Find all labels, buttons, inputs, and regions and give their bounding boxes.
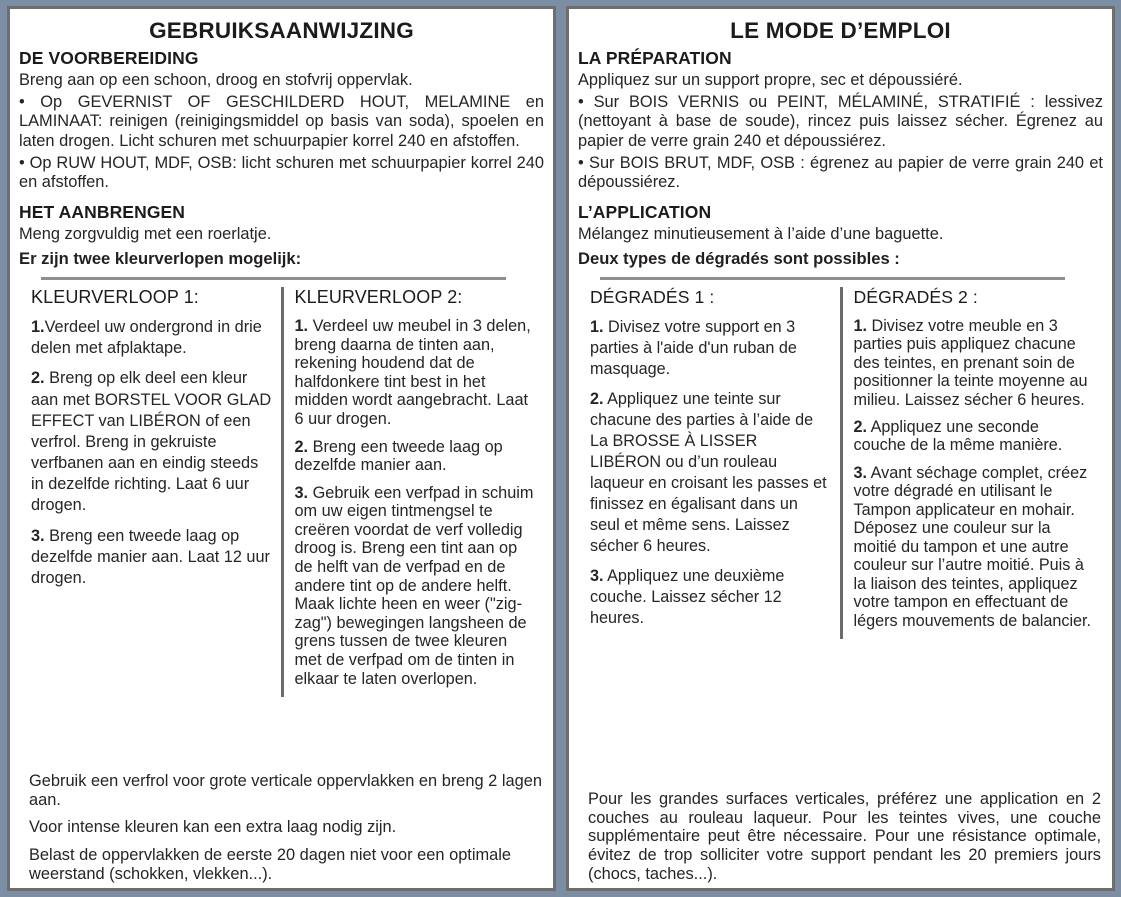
step-number: 3. — [853, 463, 868, 482]
step-number: 3. — [294, 483, 309, 502]
step-item — [31, 317, 273, 359]
step-item — [295, 317, 537, 428]
step-item — [31, 526, 273, 590]
column-degrades-1 — [578, 287, 840, 640]
spacer-nl — [19, 697, 544, 764]
column-kleurverloop-1 — [19, 287, 281, 698]
application-lead-fr: Deux types de dégradés sont possibles : — [578, 249, 900, 269]
step-item — [590, 566, 832, 629]
step-text: Appliquez une deuxième couche. Laissez sécher 12 heures. — [590, 567, 785, 628]
gradient-columns-fr — [578, 287, 1103, 640]
column-heading-kleurverloop-2: KLEURVERLOOP 2: — [294, 286, 463, 307]
step-item — [590, 389, 832, 558]
step-item — [854, 418, 1096, 455]
divider-nl — [41, 277, 506, 280]
page-title-dutch: GEBRUIKSAANWIJZING — [149, 18, 414, 43]
step-number: 2. — [31, 369, 45, 388]
section-heading-preparation-nl: DE VOORBEREIDING — [19, 48, 199, 69]
column-heading-degrades-1: DÉGRADÉS 1 : — [590, 286, 715, 307]
preparation-bullet-2-fr: • Sur BOIS BRUT, MDF, OSB : égrenez au papier de verre grain 240 et dépoussiérez. — [578, 153, 1103, 192]
step-text: Appliquez une seconde couche de la même manière. — [853, 417, 1063, 455]
step-number: 3. — [590, 567, 604, 586]
application-intro-fr: Mélangez minutieusement à l’aide d’une baguette. — [578, 224, 944, 243]
column-degrades-2 — [840, 287, 1104, 640]
spacer-fr — [578, 639, 1103, 782]
section-heading-preparation-fr: LA PRÉPARATION — [578, 48, 732, 69]
section-heading-application-nl: HET AANBRENGEN — [19, 201, 186, 222]
step-text: Verdeel uw ondergrond in drie delen met afplaktape. — [31, 318, 262, 358]
preparation-bullet-1-fr: • Sur BOIS VERNIS ou PEINT, MÉLAMINÉ, STRATIFIÉ : lessivez (nettoyant à base de soude), rincez puis laissez sécher. Égrenez au papier de verre grain 240 et dépoussiérez. — [578, 92, 1103, 150]
section-heading-application-fr: L’APPLICATION — [578, 201, 712, 222]
panel-french — [566, 6, 1115, 891]
step-text: Avant séchage complet, créez votre dégradé en utilisant le Tampon applicateur en mohair. Déposez une couleur sur la moitié du tampon et une autre couleur sur l’autre moitié. Puis à la liaison des teintes, appliquez votre tampon en effectuant de légers mouvements de balancier. — [853, 463, 1092, 630]
step-item — [854, 317, 1096, 409]
footnote-item: Gebruik een verfrol voor grote verticale oppervlakken en breng 2 lagen aan. — [29, 771, 542, 809]
panel-dutch — [7, 6, 556, 891]
step-number: 1. — [590, 317, 604, 336]
step-number: 2. — [590, 389, 604, 408]
step-text: Gebruik een verfpad in schuim om uw eigen tintmengsel te creëren voordat de verf volledig droog is. Breng een tint aan op de helft van de verfpad en de andere tint op de andere helft. Maak lichte heen en weer ("zig-zag") bewegingen langsheen de grens tussen de twee kleuren met de verfpad om de tinten in elkaar te laten overlopen. — [294, 483, 534, 688]
divider-fr — [600, 277, 1065, 280]
step-item — [31, 368, 273, 516]
step-item — [295, 484, 537, 688]
column-heading-kleurverloop-1: KLEURVERLOOP 1: — [31, 286, 199, 307]
column-heading-degrades-2: DÉGRADÉS 2 : — [853, 286, 978, 307]
page-title-french: LE MODE D’EMPLOI — [730, 18, 951, 43]
step-text: Breng een tweede laag op dezelfde manier aan. — [294, 437, 503, 475]
footnotes-fr — [578, 790, 1103, 884]
preparation-intro-nl: Breng aan op een schoon, droog en stofvrij oppervlak. — [19, 70, 413, 89]
step-number: 2. — [294, 437, 309, 456]
footnote-item: Voor intense kleuren kan een extra laag nodig zijn. — [29, 818, 397, 837]
step-number: 1. — [294, 317, 309, 336]
preparation-bullet-1-nl: • Op GEVERNIST OF GESCHILDERD HOUT, MELAMINE en LAMINAAT: reinigen (reinigingsmiddel op basis van soda), spoelen en laten drogen. Licht schuren met schuurpapier korrel 240 en afstoffen. — [19, 92, 544, 150]
footnotes-nl — [19, 772, 544, 884]
column-kleurverloop-2 — [281, 287, 545, 698]
footnote-item: Pour les grandes surfaces verticales, préférez une application en 2 couches au rouleau laqueur. Pour les teintes vives, une couche supplémentaire peut être nécessaire. Pour une résistance optimale, évitez de trop solliciter votre support pendant les 20 premiers jours (chocs, taches...). — [588, 789, 1101, 884]
preparation-bullet-2-nl: • Op RUW HOUT, MDF, OSB: licht schuren met schuurpapier korrel 240 en afstoffen. — [19, 153, 544, 192]
step-text: Breng op elk deel een kleur aan met BORSTEL VOOR GLAD EFFECT van LIBÉRON of een verfrol. Breng in gekruiste verfbanen aan en eindig steeds in dezelfde richting. Laat 6 uur drogen. — [31, 369, 272, 515]
application-intro-nl: Meng zorgvuldig met een roerlatje. — [19, 224, 272, 243]
step-item — [854, 464, 1096, 630]
preparation-intro-fr: Appliquez sur un support propre, sec et dépoussiéré. — [578, 70, 963, 89]
step-item — [295, 438, 537, 475]
step-text: Breng een tweede laag op dezelfde manier aan. Laat 12 uur drogen. — [31, 526, 270, 587]
step-number: 2. — [853, 417, 868, 436]
step-number: 1. — [853, 316, 868, 335]
gradient-columns-nl — [19, 287, 544, 698]
application-lead-nl: Er zijn twee kleurverlopen mogelijk: — [19, 249, 302, 269]
step-text: Divisez votre support en 3 parties à l'aide d'un ruban de masquage. — [590, 317, 797, 378]
step-text: Verdeel uw meubel in 3 delen, breng daarna de tinten aan, rekening houdend dat de halfdonkere tint best in het midden wordt aangebracht. Laat 6 uur drogen. — [294, 317, 531, 428]
footnote-item: Belast de oppervlakken de eerste 20 dagen niet voor een optimale weerstand (schokken, vlekken...). — [29, 846, 512, 884]
step-number: 3. — [31, 526, 45, 545]
step-item — [590, 317, 832, 380]
step-text: Appliquez une teinte sur chacune des parties à l’aide de La BROSSE À LISSER LIBÉRON ou d’un rouleau laqueur en croisant les passes et finissez en égalisant dans un seul et même sens. Laissez sécher 6 heures. — [590, 389, 827, 556]
step-number: 1. — [31, 318, 45, 337]
step-text: Divisez votre meuble en 3 parties puis appliquez chacune des teintes, en prenant soin de positionner la teinte moyenne au milieu. Laissez sécher 6 heures. — [853, 316, 1088, 409]
